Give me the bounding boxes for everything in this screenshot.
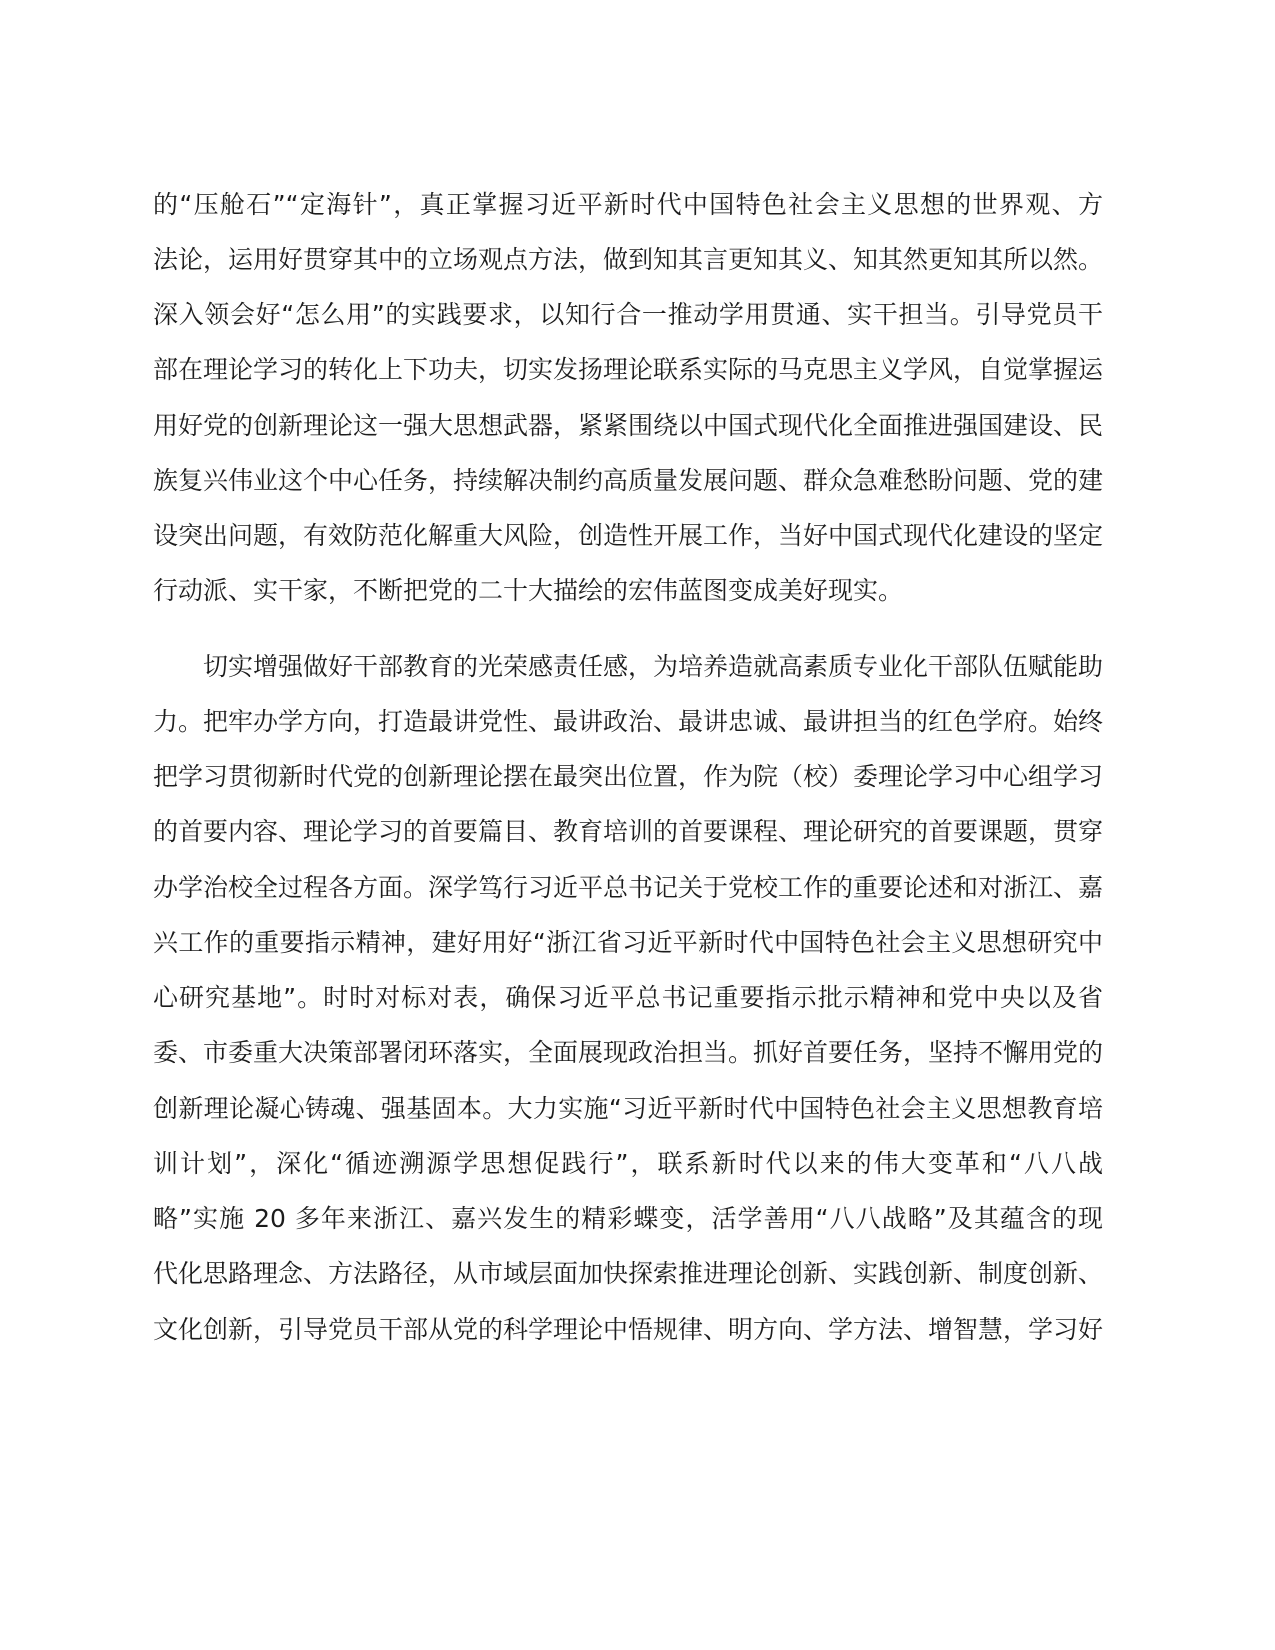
paragraph-2-line-4: 的首要内容、理论学习的首要篇目、教育培训的首要课程、理论研究的首要课题，贯穿 — [153, 817, 1104, 846]
paragraph-2-line-7: 心研究基地”。时时对标对表，确保习近平总书记重要指示批示精神和党中央以及省 — [153, 983, 1103, 1012]
paragraph-1-line-8: 行动派、实干家，不断把党的二十大描绘的宏伟蓝图变成美好现实。 — [153, 576, 904, 605]
paragraph-2-line-9: 创新理论凝心铸魂、强基固本。大力实施“习近平新时代中国特色社会主义思想教育培 — [153, 1094, 1103, 1123]
paragraph-1-line-3: 深入领会好“怎么用”的实践要求，以知行合一推动学用贯通、实干担当。引导党员干 — [153, 300, 1103, 329]
paragraph-2-line-11: 略”实施 20 多年来浙江、嘉兴发生的精彩蝶变，活学善用“八八战略”及其蕴含的现 — [153, 1204, 1103, 1233]
paragraph-1-line-1: 的“压舱石”“定海针”，真正掌握习近平新时代中国特色社会主义思想的世界观、方 — [153, 190, 1103, 219]
paragraph-2-line-2: 力。把牢办学方向，打造最讲党性、最讲政治、最讲忠诚、最讲担当的红色学府。始终 — [153, 707, 1104, 736]
paragraph-1-line-4: 部在理论学习的转化上下功夫，切实发扬理论联系实际的马克思主义学风，自觉掌握运 — [153, 355, 1104, 384]
paragraph-1-line-2: 法论，运用好贯穿其中的立场观点方法，做到知其言更知其义、知其然更知其所以然。 — [153, 245, 1104, 274]
paragraph-1-line-7: 设突出问题，有效防范化解重大风险，创造性开展工作，当好中国式现代化建设的坚定 — [153, 521, 1104, 550]
paragraph-2-line-6: 兴工作的重要指示精神，建好用好“浙江省习近平新时代中国特色社会主义思想研究中 — [153, 928, 1103, 957]
paragraph-2-line-8: 委、市委重大决策部署闭环落实，全面展现政治担当。抓好首要任务，坚持不懈用党的 — [153, 1038, 1104, 1067]
paragraph-2-line-3: 把学习贯彻新时代党的创新理论摆在最突出位置，作为院（校）委理论学习中心组学习 — [153, 762, 1104, 791]
paragraph-2-line-1: 切实增强做好干部教育的光荣感责任感，为培养造就高素质专业化干部队伍赋能助 — [203, 652, 1104, 681]
paragraph-1-line-6: 族复兴伟业这个中心任务，持续解决制约高质量发展问题、群众急难愁盼问题、党的建 — [153, 466, 1104, 495]
paragraph-2-line-5: 办学治校全过程各方面。深学笃行习近平总书记关于党校工作的重要论述和对浙江、嘉 — [153, 873, 1104, 902]
paragraph-1-line-5: 用好党的创新理论这一强大思想武器，紧紧围绕以中国式现代化全面推进强国建设、民 — [153, 411, 1104, 440]
paragraph-2-line-12: 代化思路理念、方法路径，从市域层面加快探索推进理论创新、实践创新、制度创新、 — [153, 1259, 1104, 1288]
paragraph-2-line-13: 文化创新，引导党员干部从党的科学理论中悟规律、明方向、学方法、增智慧，学习好 — [153, 1315, 1104, 1344]
paragraph-2-line-10: 训计划”，深化“循迹溯源学思想促践行”，联系新时代以来的伟大变革和“八八战 — [153, 1149, 1103, 1178]
